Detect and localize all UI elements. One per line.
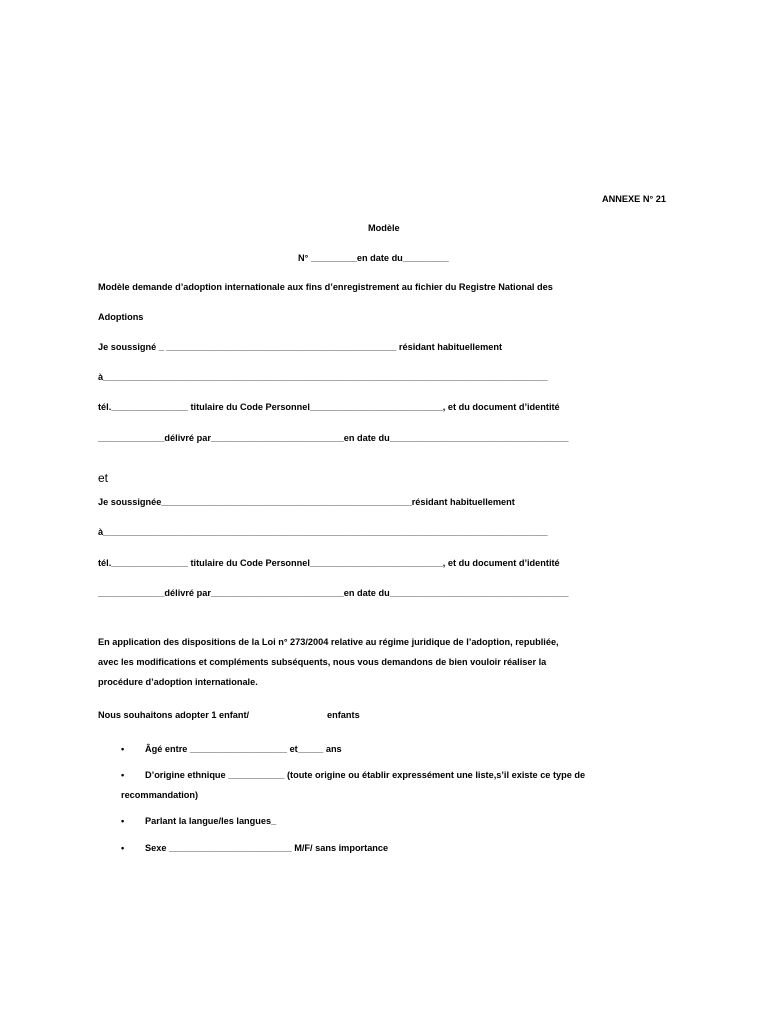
adopt-count-label: Nous souhaitons adopter 1 enfant/: [98, 710, 250, 720]
applicant1-document-line: _____________délivré par__________________________en date du___________________________________: [98, 433, 569, 443]
model-heading: Modèle: [368, 223, 400, 233]
criteria-origin-line2: recommandation): [121, 790, 199, 800]
applicant2-address-line: à_______________________________________________________________________________________: [98, 527, 548, 537]
applicant2-phone-line: tél._______________ titulaire du Code Personnel__________________________, et du document d’identité: [98, 558, 560, 568]
reference-number-line: N° _________en date du_________: [298, 253, 449, 263]
legal-paragraph-line3: procédure d’adoption internationale.: [98, 677, 258, 687]
legal-paragraph-line2: avec les modifications et compléments subséquents, nous vous demandons de bien vouloir réaliser la: [98, 657, 547, 667]
document-title-line1: Modèle demande d’adoption internationale aux fins d’enregistrement au fichier du Registre National des: [98, 282, 553, 292]
document-title-line2: Adoptions: [98, 312, 144, 322]
adopt-count-suffix: enfants: [327, 710, 360, 720]
bullet-origin: •: [121, 770, 125, 780]
applicant2-name-line: Je soussignée_________________________________________________résidant habituellement: [98, 497, 515, 507]
connector-et: et: [98, 471, 109, 485]
applicant1-name-line: Je soussigné _ _____________________________________________ résidant habituellement: [98, 342, 503, 352]
criteria-origin-line1: D’origine ethnique ___________ (toute origine ou établir expressément une liste,s’il existe ce type de: [145, 770, 586, 780]
annex-number: ANNEXE N° 21: [602, 194, 666, 204]
applicant2-document-line: _____________délivré par__________________________en date du___________________________________: [98, 588, 569, 598]
bullet-language: •: [121, 816, 125, 826]
legal-paragraph-line1: En application des dispositions de la Loi n° 273/2004 relative au régime juridique de l’adoption, republiée,: [98, 637, 559, 647]
applicant1-phone-line: tél._______________ titulaire du Code Personnel__________________________, et du document d’identité: [98, 402, 560, 412]
criteria-language: Parlant la langue/les langues_: [145, 816, 277, 826]
bullet-age: •: [121, 744, 125, 754]
criteria-sex: Sexe ________________________ M/F/ sans importance: [145, 843, 389, 853]
bullet-sex: •: [121, 843, 125, 853]
criteria-age: Âgé entre ___________________ et_____ ans: [145, 744, 342, 754]
applicant1-address-line: à_______________________________________________________________________________________: [98, 372, 548, 382]
